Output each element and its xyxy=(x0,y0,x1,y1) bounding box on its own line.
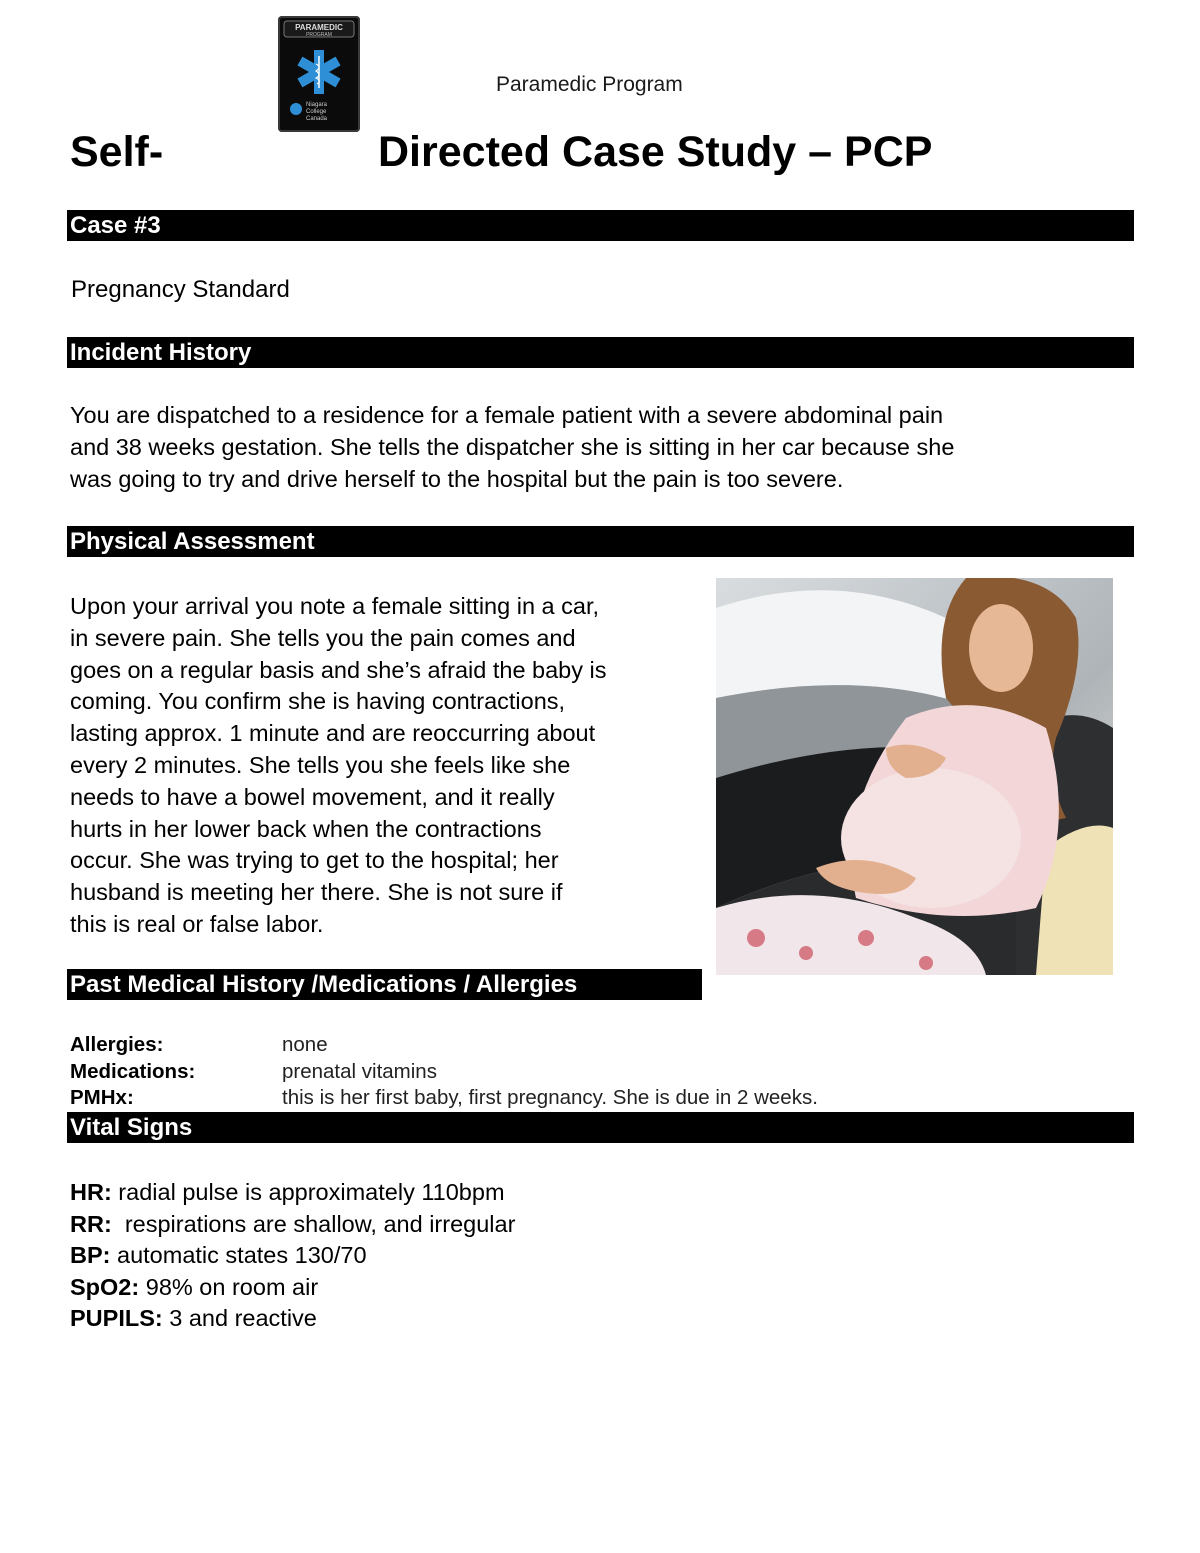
text-line: and 38 weeks gestation. She tells the dispatcher she is sitting in her car because she xyxy=(70,433,955,460)
text-line: hurts in her lower back when the contractions xyxy=(70,815,542,842)
svg-text:PARAMEDIC: PARAMEDIC xyxy=(295,23,343,32)
incident-history-heading: Incident History xyxy=(67,337,1134,368)
physical-assessment-text xyxy=(70,591,710,941)
text-line: lasting approx. 1 minute and are reoccurring about xyxy=(70,720,596,747)
case-subtitle: Pregnancy Standard xyxy=(71,276,290,303)
text-line: goes on a regular basis and she’s afraid the baby is xyxy=(70,656,607,683)
physical-assessment-heading: Physical Assessment xyxy=(67,526,1134,557)
text-line: in severe pain. She tells you the pain comes and xyxy=(70,624,576,651)
text-line: coming. You confirm she is having contractions, xyxy=(70,688,566,715)
medications-label: Medications: xyxy=(70,1059,196,1083)
text-line: every 2 minutes. She tells you she feels like she xyxy=(70,751,571,778)
pmhx-value: this is her first baby, first pregnancy. She is due in 2 weeks. xyxy=(282,1086,818,1109)
medications-value: prenatal vitamins xyxy=(282,1059,437,1083)
allergies-label: Allergies: xyxy=(70,1033,164,1056)
vital-value: automatic states 130/70 xyxy=(110,1242,367,1268)
vital-label: BP: xyxy=(70,1242,111,1268)
text-line: this is real or false labor. xyxy=(70,910,324,937)
medical-history-table xyxy=(70,1032,970,1112)
text-line: was going to try and drive herself to the hospital but the pain is too severe. xyxy=(70,465,844,492)
star-of-life-icon xyxy=(278,16,360,132)
page-title-part2: Directed Case Study – PCP xyxy=(378,128,933,176)
text-line: You are dispatched to a residence for a female patient with a severe abdominal pain xyxy=(70,402,944,428)
svg-text:Niagara: Niagara xyxy=(306,102,328,108)
pregnant-woman-in-car-photo xyxy=(716,578,1113,975)
vital-signs-heading: Vital Signs xyxy=(67,1112,1134,1143)
program-name: Paramedic Program xyxy=(496,73,683,96)
pmhx-row xyxy=(70,1085,970,1112)
vital-rr xyxy=(70,1209,970,1241)
vital-value: 98% on room air xyxy=(139,1273,319,1300)
svg-text:College: College xyxy=(306,109,327,115)
case-number-bar: Case #3 xyxy=(67,210,1134,241)
allergies-row xyxy=(70,1032,970,1059)
vital-value: radial pulse is approximately 110bpm xyxy=(111,1179,505,1205)
vital-label: RR: xyxy=(70,1210,112,1237)
text-line: Upon your arrival you note a female sitting in a car, xyxy=(70,593,600,619)
incident-history-text xyxy=(70,400,1134,495)
vital-bp xyxy=(70,1240,970,1272)
vital-value: 3 and reactive xyxy=(162,1305,317,1331)
text-line: occur. She was trying to get to the hospital; her xyxy=(70,847,559,874)
text-line: needs to have a bowel movement, and it really xyxy=(70,783,555,810)
text-line: husband is meeting her there. She is not sure if xyxy=(70,879,563,906)
vital-value: respirations are shallow, and irregular xyxy=(111,1210,516,1237)
allergies-value: none xyxy=(282,1033,328,1056)
vital-signs-list xyxy=(70,1177,970,1335)
vital-label: SpO2: xyxy=(70,1273,140,1300)
vital-hr xyxy=(70,1177,970,1209)
svg-text:Canada: Canada xyxy=(306,116,328,122)
paramedic-program-logo xyxy=(278,16,360,132)
medications-row xyxy=(70,1059,970,1086)
svg-text:PROGRAM: PROGRAM xyxy=(306,32,332,38)
vital-label: PUPILS: xyxy=(70,1305,163,1331)
vital-spo2 xyxy=(70,1272,970,1304)
pmhx-label: PMHx: xyxy=(70,1086,134,1109)
medical-history-heading: Past Medical History /Medications / Allergies xyxy=(67,969,702,1000)
vital-label: HR: xyxy=(70,1179,112,1205)
page-title-part1: Self- xyxy=(70,128,164,176)
vital-pupils xyxy=(70,1303,970,1335)
